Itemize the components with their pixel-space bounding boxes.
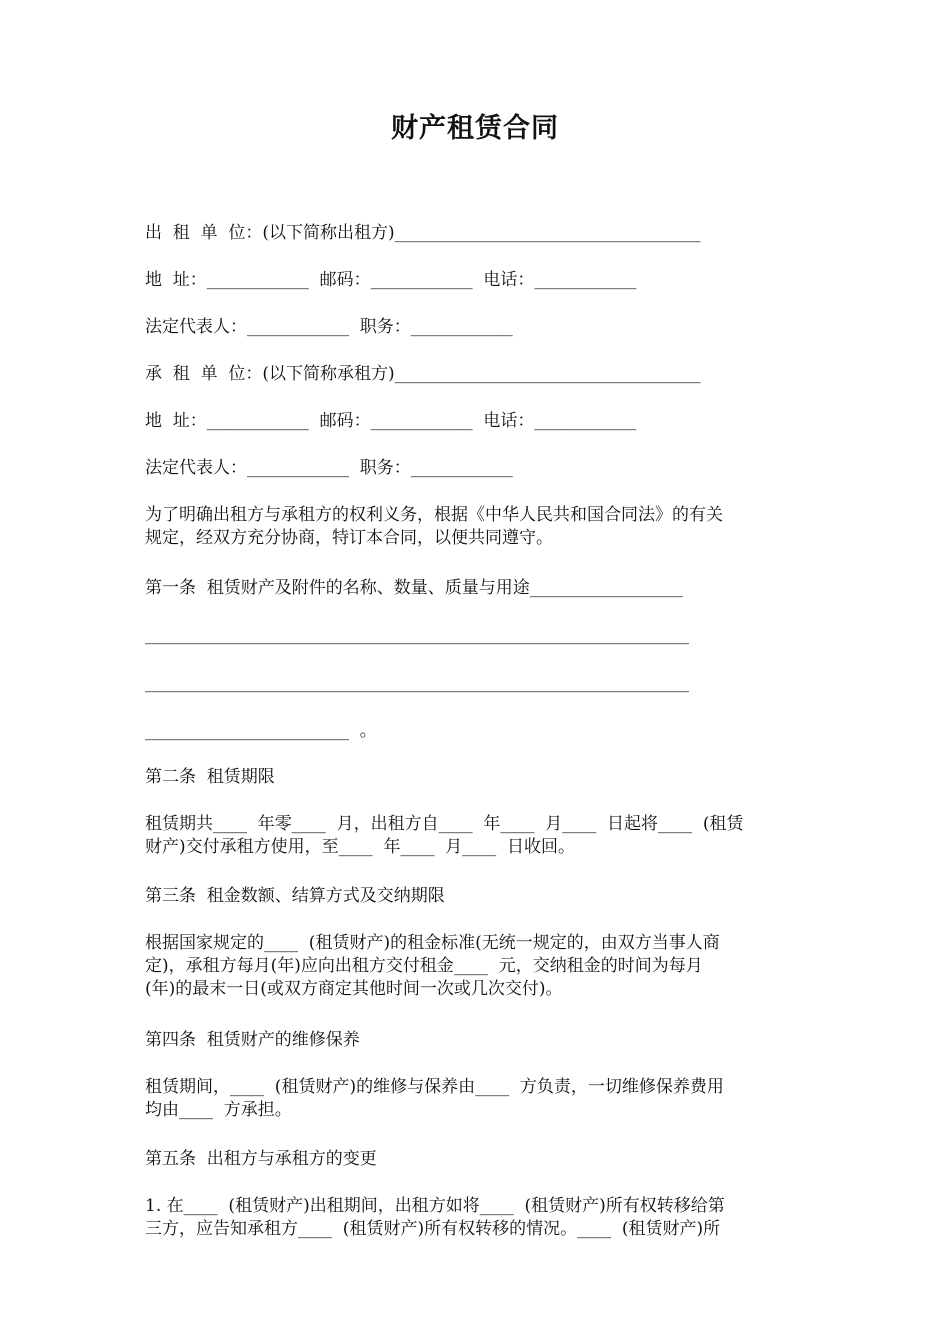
paragraph-line: 定)，承租方每月(年)应向出租方交付租金____ 元，交纳租金的时间为每月 [145,956,703,976]
article2-heading: 第二条 租赁期限 [145,767,275,787]
lessor-representative-line: 法定代表人：____________ 职务：____________ [145,317,513,337]
article3-body [145,932,805,1001]
paragraph-line: 均由____ 方承担。 [145,1100,292,1120]
article3-heading: 第三条 租金数额、结算方式及交纳期限 [145,886,445,906]
article1-heading: 第一条 租赁财产及附件的名称、数量、质量与用途__________________ [145,578,683,598]
article4-body [145,1076,805,1122]
paragraph-line: 租赁期间，____ (租赁财产)的维修与保养由____ 方负责，一切维修保养费用 [145,1077,724,1097]
paragraph-line: 规定，经双方充分协商，特订本合同，以便共同遵守。 [145,528,553,548]
lessor-unit-line: 出 租 单 位：(以下简称出租方)____________________________________ [145,223,701,243]
article1-blank-line: ________________________ 。 [145,721,377,741]
lessee-representative-line: 法定代表人：____________ 职务：____________ [145,458,513,478]
paragraph-line: 租赁期共____ 年零____ 月，出租方自____ 年____ 月____ 日起将____ (租赁 [145,814,744,834]
paragraph-line: 三方，应告知承租方____ (租赁财产)所有权转移的情况。____ (租赁财产)所 [145,1219,721,1239]
paragraph-line: 根据国家规定的____ (租赁财产)的租金标准(无统一规定的，由双方当事人商 [145,933,720,953]
paragraph-line: 1. 在____ (租赁财产)出租期间，出租方如将____ (租赁财产)所有权转移给第 [145,1196,725,1216]
article5-heading: 第五条 出租方与承租方的变更 [145,1149,377,1169]
article4-heading: 第四条 租赁财产的维修保养 [145,1030,360,1050]
lessee-address-line: 地 址：____________ 邮码：____________ 电话：____________ [145,411,637,431]
paragraph-line: 为了明确出租方与承租方的权利义务，根据《中华人民共和国合同法》的有关 [145,505,723,525]
preamble-paragraph [145,504,805,550]
lessor-address-line: 地 址：____________ 邮码：____________ 电话：____________ [145,270,637,290]
lessee-unit-line: 承 租 单 位：(以下简称承租方)____________________________________ [145,364,701,384]
article5-body [145,1195,805,1241]
paragraph-line: 财产)交付承租方使用，至____ 年____ 月____ 日收回。 [145,837,576,857]
page-title: 财产租赁合同 [391,113,559,144]
article2-body [145,813,805,859]
paragraph-line: (年)的最末一日(或双方商定其他时间一次或几次交付)。 [145,979,563,999]
article1-blank-line: ________________________________________________________________ [145,625,689,645]
article1-blank-line: ________________________________________________________________ [145,673,689,693]
